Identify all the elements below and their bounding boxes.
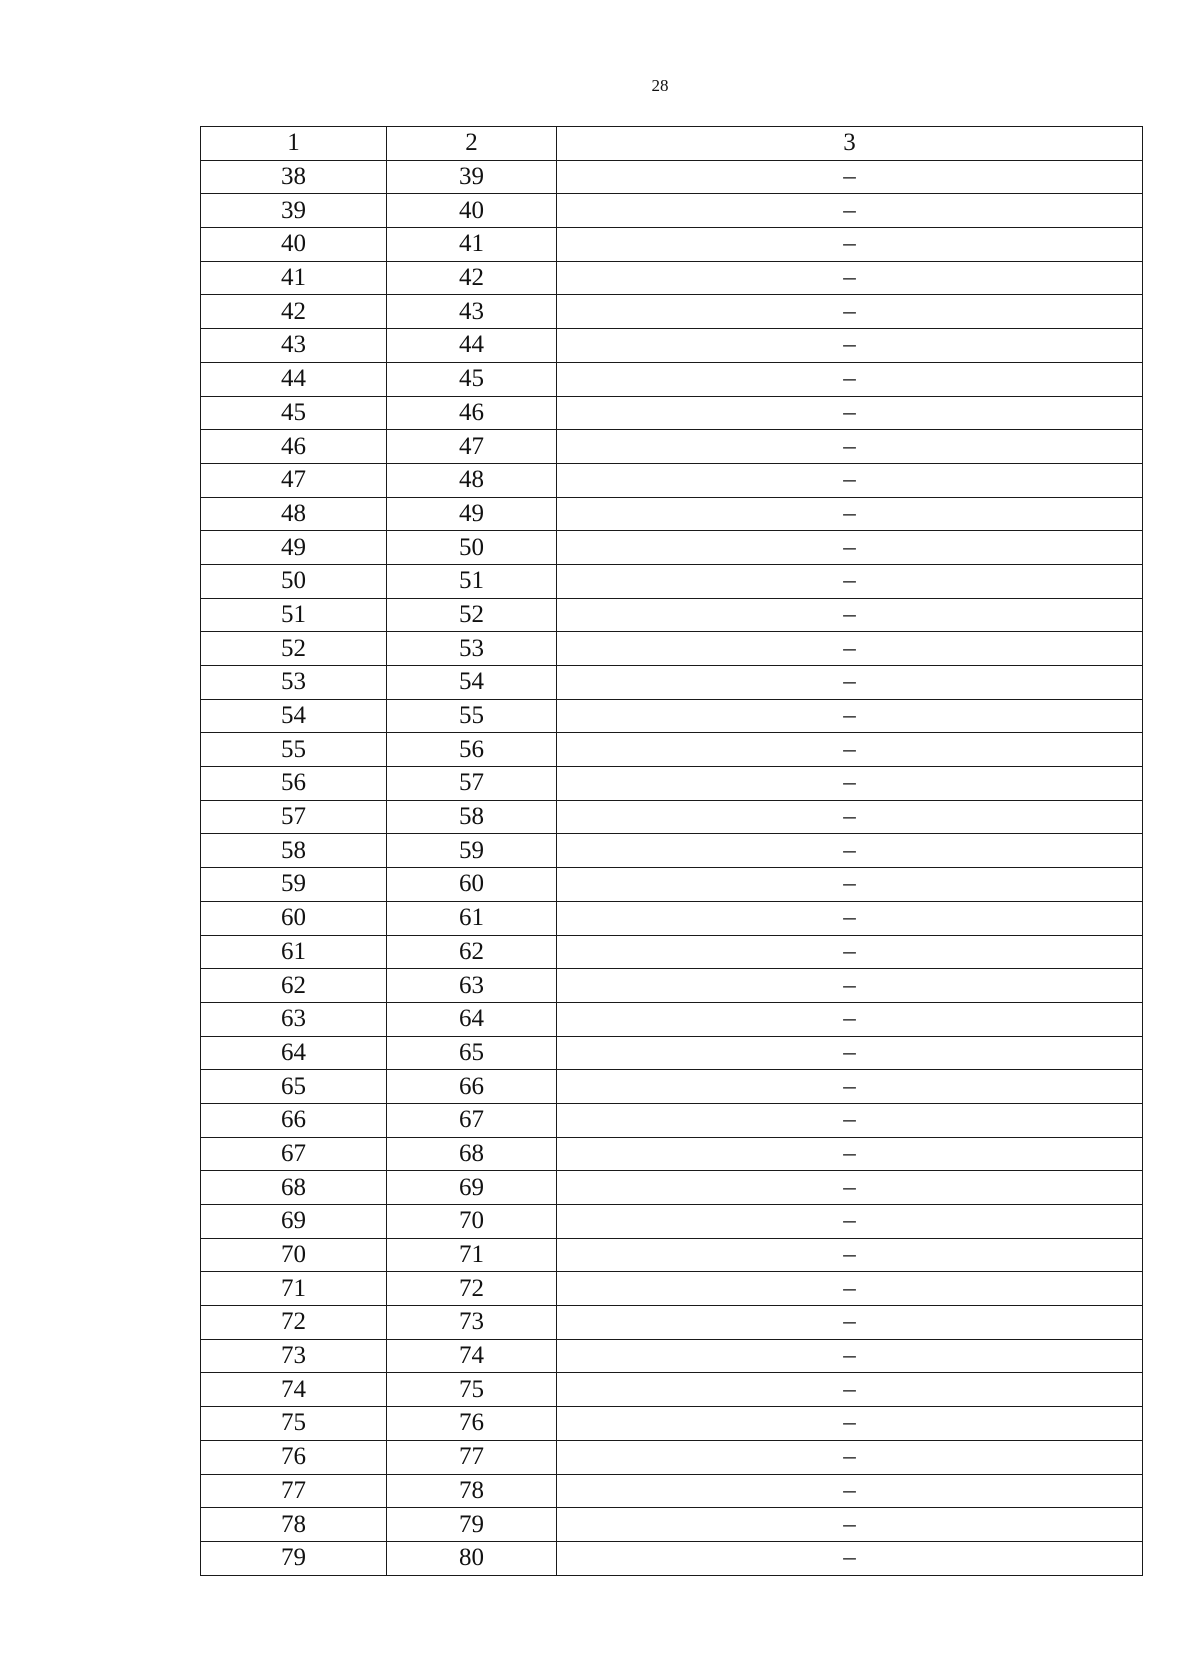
table-cell: 40: [201, 228, 387, 262]
table-body: [201, 127, 1143, 1576]
table-cell: 49: [201, 531, 387, 565]
table-cell: 54: [387, 666, 557, 700]
table-cell: 80: [387, 1541, 557, 1575]
page-number: 28: [651, 76, 669, 95]
table-cell: 41: [201, 261, 387, 295]
table-row: [201, 598, 1143, 632]
table-row: [201, 1508, 1143, 1542]
table-cell: –: [557, 598, 1143, 632]
table-cell: 67: [201, 1137, 387, 1171]
table-cell: 72: [201, 1306, 387, 1340]
table-row: [201, 497, 1143, 531]
table-cell: 75: [201, 1407, 387, 1441]
table-row: [201, 1541, 1143, 1575]
table-row: [201, 1205, 1143, 1239]
column-header: 1: [201, 127, 387, 161]
table-cell: 63: [201, 1002, 387, 1036]
table-cell: 70: [201, 1238, 387, 1272]
table-cell: 64: [201, 1036, 387, 1070]
table-cell: –: [557, 396, 1143, 430]
table-cell: 54: [201, 699, 387, 733]
table-cell: –: [557, 901, 1143, 935]
table-row: [201, 1407, 1143, 1441]
table-row: [201, 733, 1143, 767]
table-cell: –: [557, 1474, 1143, 1508]
table-cell: –: [557, 329, 1143, 363]
table-cell: 42: [387, 261, 557, 295]
table-row: [201, 329, 1143, 363]
table-cell: 65: [201, 1070, 387, 1104]
table-cell: –: [557, 1171, 1143, 1205]
table-row: [201, 1070, 1143, 1104]
table-cell: 78: [201, 1508, 387, 1542]
table-cell: 53: [387, 632, 557, 666]
table-cell: 47: [201, 463, 387, 497]
table-row: [201, 868, 1143, 902]
table-cell: 60: [387, 868, 557, 902]
table-cell: 50: [201, 564, 387, 598]
table-row: [201, 396, 1143, 430]
table-cell: 49: [387, 497, 557, 531]
table-row: [201, 228, 1143, 262]
table-cell: –: [557, 834, 1143, 868]
table-cell: –: [557, 531, 1143, 565]
table-cell: 41: [387, 228, 557, 262]
table-cell: 55: [387, 699, 557, 733]
table-cell: 47: [387, 430, 557, 464]
table-cell: –: [557, 564, 1143, 598]
table-cell: –: [557, 295, 1143, 329]
table-row: [201, 666, 1143, 700]
table-row: [201, 564, 1143, 598]
table-cell: –: [557, 261, 1143, 295]
table-cell: 66: [387, 1070, 557, 1104]
table-cell: 58: [387, 800, 557, 834]
data-table: [200, 126, 1143, 1576]
table-cell: –: [557, 194, 1143, 228]
table-cell: 76: [201, 1440, 387, 1474]
table-cell: –: [557, 1002, 1143, 1036]
table-row: [201, 1373, 1143, 1407]
table-row: [201, 1137, 1143, 1171]
table-cell: 43: [387, 295, 557, 329]
table-cell: –: [557, 733, 1143, 767]
table-cell: 59: [387, 834, 557, 868]
table-row: [201, 969, 1143, 1003]
table-cell: 50: [387, 531, 557, 565]
table-cell: 57: [201, 800, 387, 834]
table-cell: 74: [201, 1373, 387, 1407]
table-cell: 78: [387, 1474, 557, 1508]
table-cell: 52: [201, 632, 387, 666]
table-row: [201, 767, 1143, 801]
table-cell: 75: [387, 1373, 557, 1407]
table-cell: 62: [387, 935, 557, 969]
table-cell: 68: [201, 1171, 387, 1205]
table-row: [201, 800, 1143, 834]
table-cell: –: [557, 767, 1143, 801]
table-cell: 46: [387, 396, 557, 430]
table-cell: 56: [201, 767, 387, 801]
table-row: [201, 430, 1143, 464]
table-row: [201, 1238, 1143, 1272]
table-cell: 74: [387, 1339, 557, 1373]
table-row: [201, 1474, 1143, 1508]
table-row: [201, 295, 1143, 329]
table-cell: –: [557, 1103, 1143, 1137]
table-cell: –: [557, 1339, 1143, 1373]
table-cell: –: [557, 497, 1143, 531]
table-cell: 60: [201, 901, 387, 935]
table-cell: 53: [201, 666, 387, 700]
table-cell: –: [557, 1508, 1143, 1542]
table-cell: –: [557, 935, 1143, 969]
table-cell: 39: [201, 194, 387, 228]
table-row: [201, 1171, 1143, 1205]
table-cell: 44: [387, 329, 557, 363]
table-row: [201, 531, 1143, 565]
table-cell: 58: [201, 834, 387, 868]
table-cell: 64: [387, 1002, 557, 1036]
table-cell: 48: [201, 497, 387, 531]
table-row: [201, 1103, 1143, 1137]
table-row: [201, 160, 1143, 194]
table-row: [201, 194, 1143, 228]
table-cell: 39: [387, 160, 557, 194]
table-cell: –: [557, 1373, 1143, 1407]
column-header: 2: [387, 127, 557, 161]
table-cell: –: [557, 160, 1143, 194]
table-row: [201, 463, 1143, 497]
table-cell: –: [557, 1137, 1143, 1171]
table-cell: –: [557, 1036, 1143, 1070]
table-row: [201, 362, 1143, 396]
table-row: [201, 1272, 1143, 1306]
table-cell: 77: [201, 1474, 387, 1508]
table-cell: 42: [201, 295, 387, 329]
table-cell: 79: [387, 1508, 557, 1542]
table-cell: 61: [201, 935, 387, 969]
table-cell: –: [557, 1070, 1143, 1104]
table-cell: 45: [201, 396, 387, 430]
table-cell: 65: [387, 1036, 557, 1070]
table-cell: –: [557, 868, 1143, 902]
table-cell: 66: [201, 1103, 387, 1137]
table-cell: 46: [201, 430, 387, 464]
table-cell: –: [557, 1272, 1143, 1306]
table-cell: –: [557, 1407, 1143, 1441]
table-row: [201, 1306, 1143, 1340]
table-cell: 48: [387, 463, 557, 497]
table-cell: 71: [387, 1238, 557, 1272]
table-cell: 72: [387, 1272, 557, 1306]
table-cell: –: [557, 969, 1143, 1003]
table-cell: –: [557, 430, 1143, 464]
table-cell: –: [557, 632, 1143, 666]
table-cell: 57: [387, 767, 557, 801]
table-row: [201, 935, 1143, 969]
table-cell: 71: [201, 1272, 387, 1306]
table-cell: –: [557, 362, 1143, 396]
column-header: 3: [557, 127, 1143, 161]
table-cell: 70: [387, 1205, 557, 1239]
table-cell: 40: [387, 194, 557, 228]
table-row: [201, 1440, 1143, 1474]
table-row: [201, 1339, 1143, 1373]
table-cell: –: [557, 1440, 1143, 1474]
table-cell: –: [557, 228, 1143, 262]
table-cell: –: [557, 1238, 1143, 1272]
table-row: [201, 1002, 1143, 1036]
table-row: [201, 834, 1143, 868]
table-row: [201, 1036, 1143, 1070]
table-cell: 69: [201, 1205, 387, 1239]
table-cell: 63: [387, 969, 557, 1003]
table-row: [201, 699, 1143, 733]
table-cell: 73: [387, 1306, 557, 1340]
table-cell: 44: [201, 362, 387, 396]
table-cell: 69: [387, 1171, 557, 1205]
table-cell: 38: [201, 160, 387, 194]
table-cell: –: [557, 699, 1143, 733]
table-cell: 76: [387, 1407, 557, 1441]
table-cell: 52: [387, 598, 557, 632]
table-row: [201, 901, 1143, 935]
table-cell: 56: [387, 733, 557, 767]
table-cell: 55: [201, 733, 387, 767]
table-cell: 45: [387, 362, 557, 396]
table-cell: –: [557, 1205, 1143, 1239]
table-cell: –: [557, 666, 1143, 700]
table-cell: –: [557, 1306, 1143, 1340]
table-cell: 77: [387, 1440, 557, 1474]
table-cell: –: [557, 800, 1143, 834]
table-row: [201, 632, 1143, 666]
table-cell: 51: [201, 598, 387, 632]
table-cell: 61: [387, 901, 557, 935]
table-cell: 73: [201, 1339, 387, 1373]
table-cell: –: [557, 463, 1143, 497]
table-cell: 67: [387, 1103, 557, 1137]
table-cell: 62: [201, 969, 387, 1003]
table-cell: 51: [387, 564, 557, 598]
table-cell: 68: [387, 1137, 557, 1171]
table-cell: 59: [201, 868, 387, 902]
table-header-row: [201, 127, 1143, 161]
table-cell: 79: [201, 1541, 387, 1575]
table-row: [201, 261, 1143, 295]
table-cell: –: [557, 1541, 1143, 1575]
table-cell: 43: [201, 329, 387, 363]
